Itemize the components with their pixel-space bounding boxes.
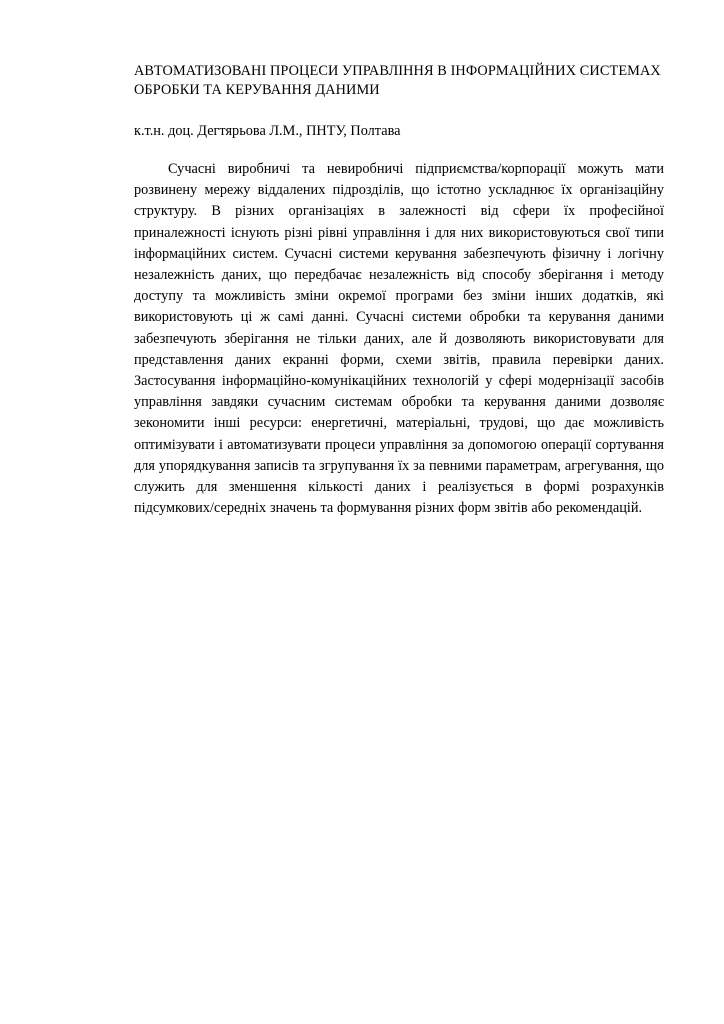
author-byline: к.т.н. доц. Дегтярьова Л.М., ПНТУ, Полтава <box>134 123 401 139</box>
page-title: АВТОМАТИЗОВАНІ ПРОЦЕСИ УПРАВЛІННЯ В ІНФОРМАЦІЙНИХ СИСТЕМАХ ОБРОБКИ ТА КЕРУВАННЯ ДАНИМИ <box>134 63 661 98</box>
abstract-paragraph: Сучасні виробничі та невиробничі підприємства/корпорації можуть мати розвинену мережу віддалених підрозділів, що істотно ускладнює їх організаційну структуру. В різних організаціях в залежності від сфери їх професійної приналежності існують різні рівні управління і для них використовуються свої типи інформаційних систем. Сучасні системи керування забезпечують фізичну і логічну незалежність даних, що передбачає незалежність від способу зберігання і методу доступу та можливість зміни окремої програми без зміни інших додатків, які використовують ці ж самі данні. Сучасні системи обробки та керування даними забезпечують зберігання не тільки даних, але й дозволяють використовувати для представлення даних екранні форми, схеми звітів, правила перевірки даних. Застосування інформаційно-комунікаційних технологій у сфері модернізації засобів управління завдяки сучасним системам обробки та керування даними дозволяє зекономити інші ресурси: енергетичні, матеріальні, трудові, що дає можливість оптимізувати і автоматизувати процеси управління за допомогою операції сортування для упорядкування записів та згрупування їх за певними параметрам, агрегування, що служить для зменшення кількості даних і реалізується в формі розрахунків підсумкових/середніх значень та формування різних форм звітів або рекомендацій. <box>134 161 664 517</box>
